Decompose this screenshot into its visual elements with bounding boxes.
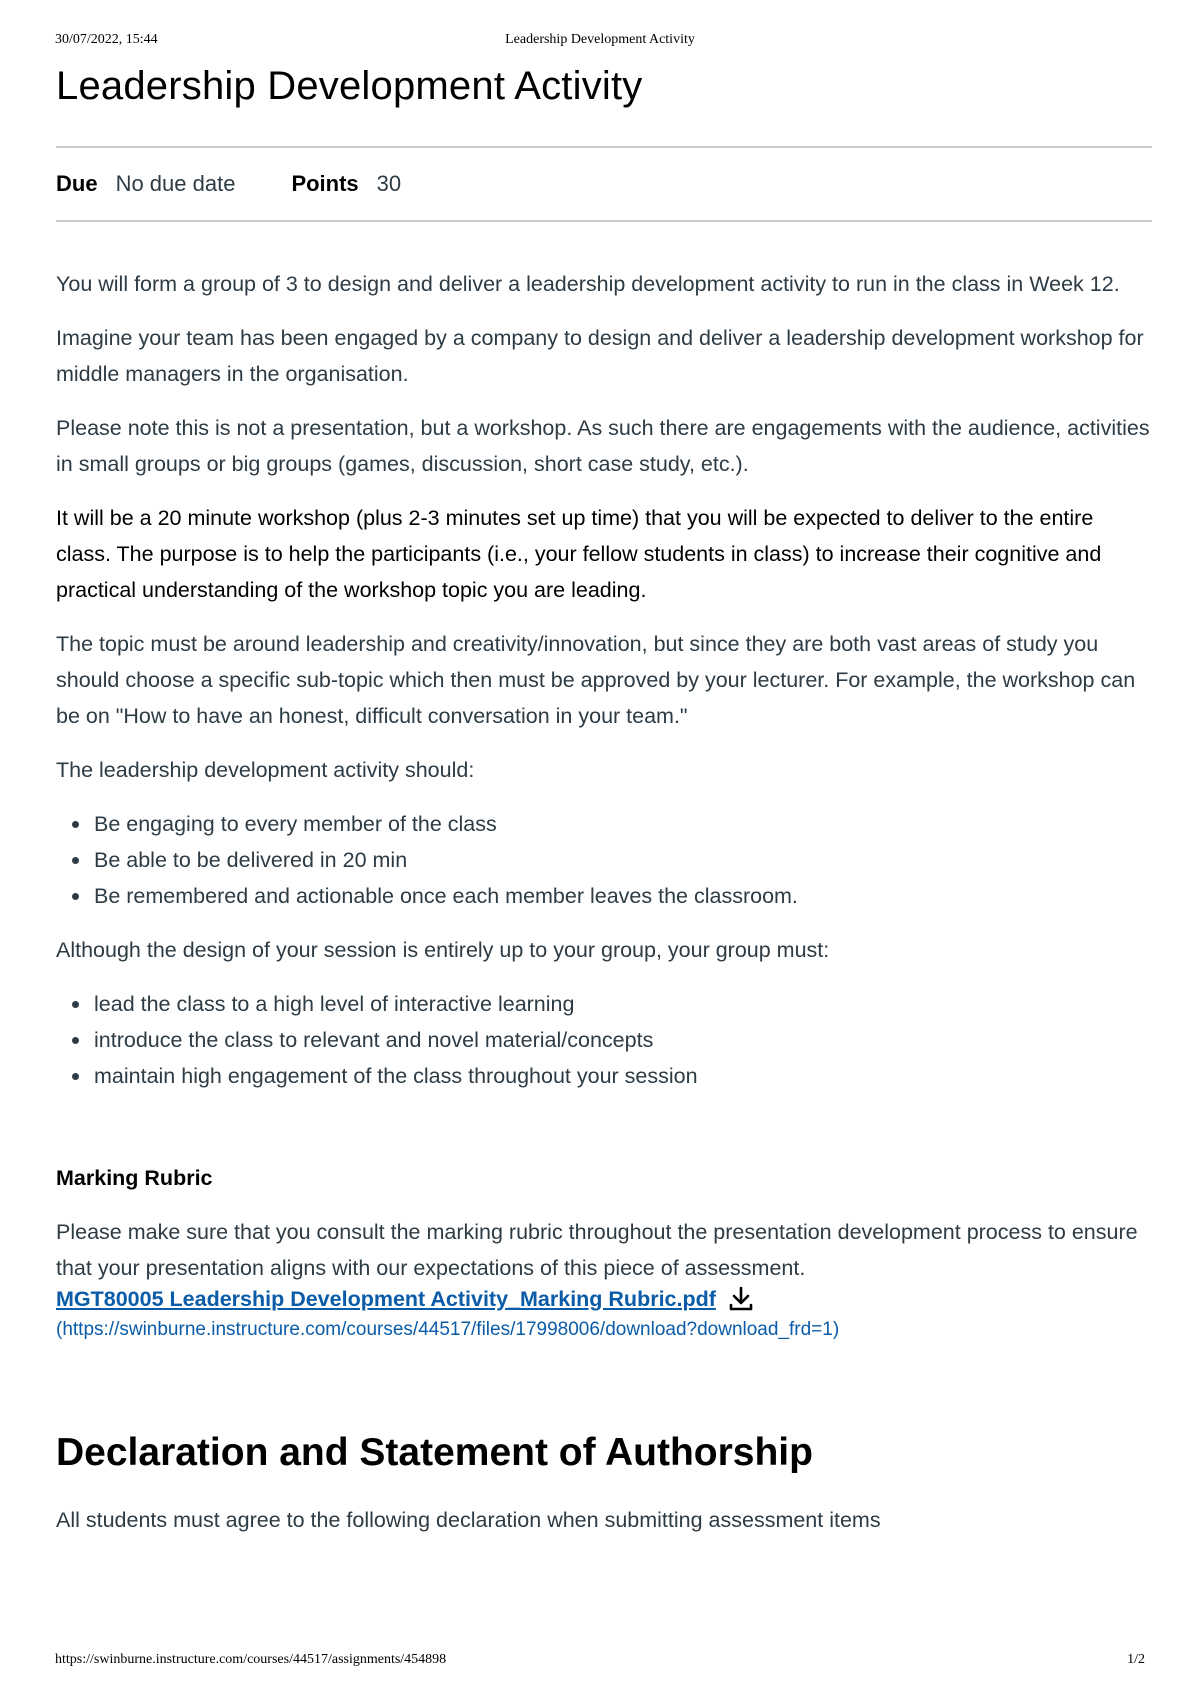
due-value: No due date [115, 171, 236, 196]
page-number: 1/2 [1127, 1652, 1145, 1667]
assignment-content [56, 58, 1152, 1538]
divider [56, 220, 1152, 222]
paragraph: It will be a 20 minute workshop (plus 2-3 minutes set up time) that you will be expected to deliver to the entire class. The purpose is to help the participants (i.e., your fellow students in class) to increase their cognitive and practical understanding of the workshop topic you are leading. [56, 506, 1102, 602]
rubric-text: Please make sure that you consult the marking rubric throughout the presentation development process to ensure that your presentation aligns with our expectations of this piece of assessment. [56, 1220, 1138, 1280]
paragraph: You will form a group of 3 to design and deliver a leadership development activity to run in the class in Week 12. [56, 272, 1120, 296]
rubric-file [56, 1286, 1152, 1312]
page-title: Leadership Development Activity [56, 64, 643, 108]
print-doc-title: Leadership Development Activity [505, 32, 695, 47]
print-url: https://swinburne.instructure.com/courses/44517/assignments/454898 [55, 1652, 447, 1667]
declaration-intro: All students must agree to the following declaration when submitting assessment items [56, 1508, 881, 1532]
paragraph: The topic must be around leadership and creativity/innovation, but since they are both vast areas of study you should choose a specific sub-topic which then must be approved by your lecturer. For example, the workshop can be on "How to have an honest, difficult conversation in your team." [56, 632, 1136, 728]
print-footer [55, 1652, 1145, 1670]
due-label: Due [56, 171, 98, 196]
rubric-file-link[interactable]: MGT80005 Leadership Development Activity_Marking Rubric.pdf [56, 1286, 716, 1311]
paragraph: Although the design of your session is entirely up to your group, your group must: [56, 938, 830, 962]
rubric-heading: Marking Rubric [56, 1166, 213, 1190]
should-list [56, 806, 1152, 914]
declaration-heading: Declaration and Statement of Authorship [56, 1431, 813, 1474]
paragraph: Imagine your team has been engaged by a company to design and deliver a leadership development workshop for middle managers in the organisation. [56, 326, 1144, 386]
paragraph: The leadership development activity should: [56, 758, 475, 782]
list-item: Be able to be delivered in 20 min [94, 842, 1152, 878]
rubric-file-url[interactable]: (https://swinburne.instructure.com/courses/44517/files/17998006/download?download_frd=1) [56, 1319, 840, 1340]
points-value: 30 [376, 171, 402, 196]
points-label: Points [291, 171, 359, 196]
download-icon[interactable] [728, 1286, 754, 1312]
print-datetime: 30/07/2022, 15:44 [55, 32, 158, 47]
must-list [56, 986, 1152, 1094]
print-header [55, 32, 1145, 50]
list-item: maintain high engagement of the class throughout your session [94, 1058, 1152, 1094]
assignment-details [56, 148, 1152, 220]
assignment-description [56, 266, 1152, 1094]
list-item: introduce the class to relevant and novel material/concepts [94, 1022, 1152, 1058]
list-item: Be engaging to every member of the class [94, 806, 1152, 842]
list-item: Be remembered and actionable once each member leaves the classroom. [94, 878, 1152, 914]
paragraph: Please note this is not a presentation, but a workshop. As such there are engagements with the audience, activities in small groups or big groups (games, discussion, short case study, etc.). [56, 416, 1150, 476]
list-item: lead the class to a high level of interactive learning [94, 986, 1152, 1022]
